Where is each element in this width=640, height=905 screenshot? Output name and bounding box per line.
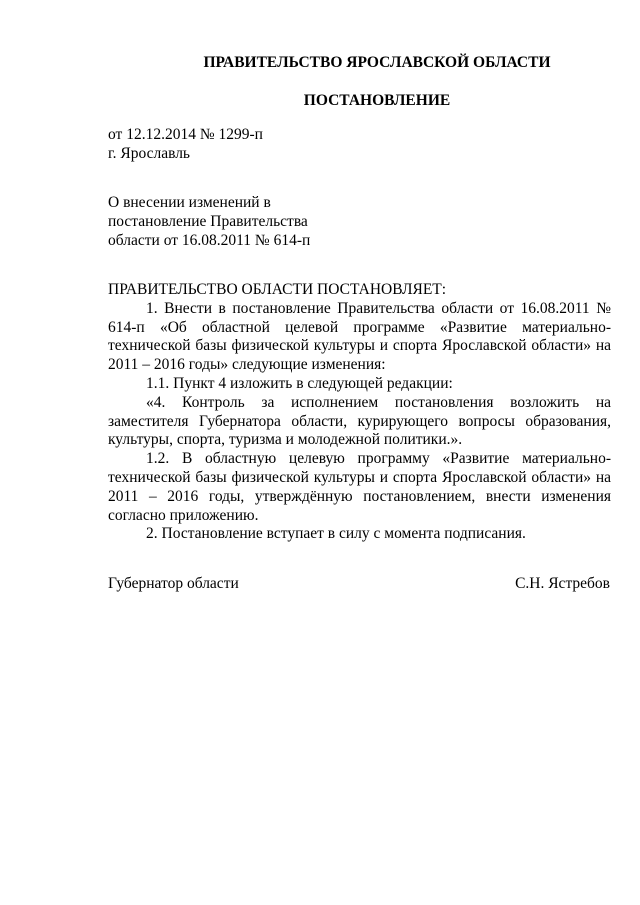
city: г. Ярославль	[108, 145, 190, 162]
document-meta	[108, 125, 263, 163]
paragraph-2: 2. Постановление вступает в силу с момента подписания.	[146, 525, 526, 543]
paragraph-1-2: 1.2. В областную целевую программу «Развитие материально-технической базы физической культуры и спорта Ярославской области» на 2011 – 2016 годы, утверждённую постановлением, внести изменения согласно приложению.	[108, 450, 611, 524]
paragraph-1: 1. Внести в постановление Правительства области от 16.08.2011 № 614-п «Об областной целевой программе «Развитие материально-технической базы физической культуры и спорта Ярославской области» на 2011 – 2016 годы» следующие изменения:	[108, 299, 611, 374]
document-body	[108, 281, 611, 544]
date-number: от 12.12.2014 № 1299-п	[108, 126, 263, 143]
subject-line: О внесении изменений в	[108, 194, 271, 211]
subject-line: области от 16.08.2011 № 614-п	[108, 232, 311, 249]
subject-line: постановление Правительства	[108, 213, 308, 230]
document-type-heading: ПОСТАНОВЛЕНИЕ	[303, 92, 451, 109]
paragraph-1-1: 1.1. Пункт 4 изложить в следующей редакции:	[146, 374, 453, 392]
preamble: ПРАВИТЕЛЬСТВО ОБЛАСТИ ПОСТАНОВЛЯЕТ:	[108, 281, 447, 298]
paragraph-quote-4: «4. Контроль за исполнением постановления возложить на заместителя Губернатора области, курирующего вопросы образования, культуры, спорта, туризма и молодежной политики.».	[108, 393, 611, 449]
authority-heading: ПРАВИТЕЛЬСТВО ЯРОСЛАВСКОЙ ОБЛАСТИ	[203, 54, 551, 71]
signatory-position: Губернатор области	[108, 575, 239, 592]
signatory-name: С.Н. Ястребов	[515, 575, 610, 592]
document-subject	[108, 193, 310, 250]
